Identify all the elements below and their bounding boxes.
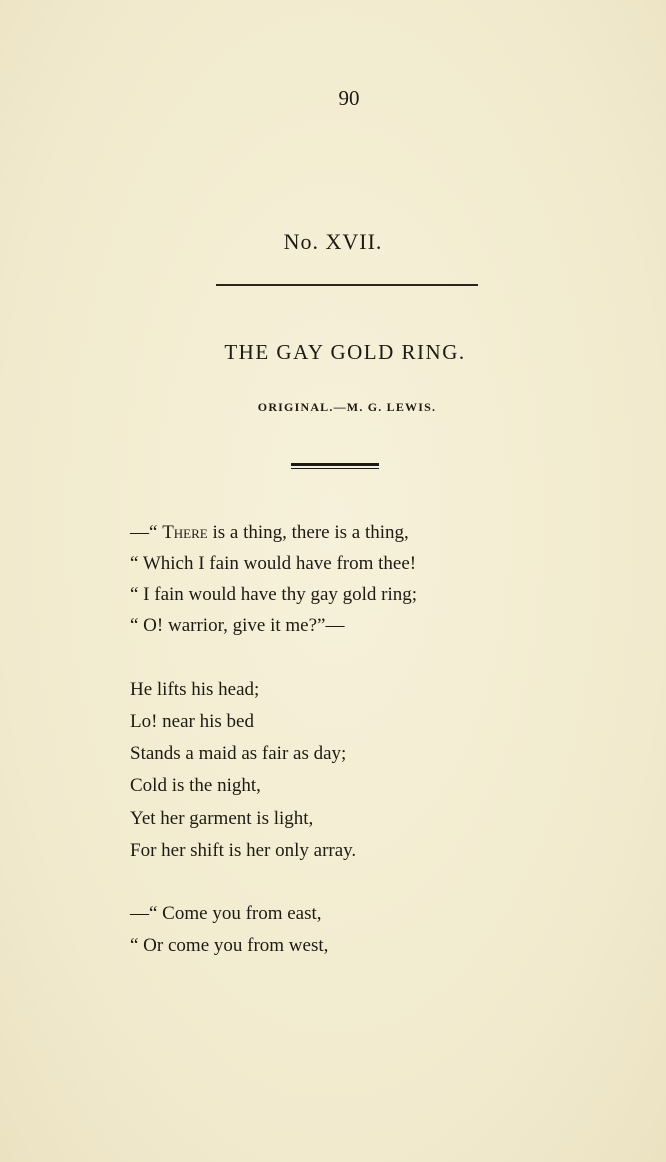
double-rule — [291, 463, 379, 466]
poem-line: “ Or come you from west, — [130, 935, 329, 956]
line-prefix: —“ — [130, 522, 163, 543]
poem-line: —“ Come you from east, — [130, 903, 322, 924]
line-text: is a thing, there is a thing, — [207, 522, 409, 543]
section-number: No. XVII. — [283, 229, 383, 254]
double-rule-thin — [291, 468, 379, 469]
poem-line: Stands a maid as fair as day; — [130, 743, 347, 764]
poem-line: Cold is the night, — [130, 775, 261, 796]
poem-line — [130, 522, 409, 544]
poem-title: THE GAY GOLD RING. — [224, 340, 466, 364]
poem-line: He lifts his head; — [130, 679, 260, 700]
poem-attribution: ORIGINAL.—M. G. LEWIS. — [257, 400, 437, 414]
poem-line: “ I fain would have thy gay gold ring; — [130, 584, 418, 605]
line-smallcaps: There — [162, 522, 208, 543]
poem-line: For her shift is her only array. — [130, 840, 357, 861]
page-number: 90 — [338, 86, 360, 110]
poem-line: Lo! near his bed — [130, 711, 254, 732]
poem-line: Yet her garment is light, — [130, 808, 314, 829]
poem-line: “ O! warrior, give it me?”— — [130, 615, 345, 636]
poem-line: “ Which I fain would have from thee! — [130, 553, 417, 574]
divider-rule — [216, 284, 478, 286]
